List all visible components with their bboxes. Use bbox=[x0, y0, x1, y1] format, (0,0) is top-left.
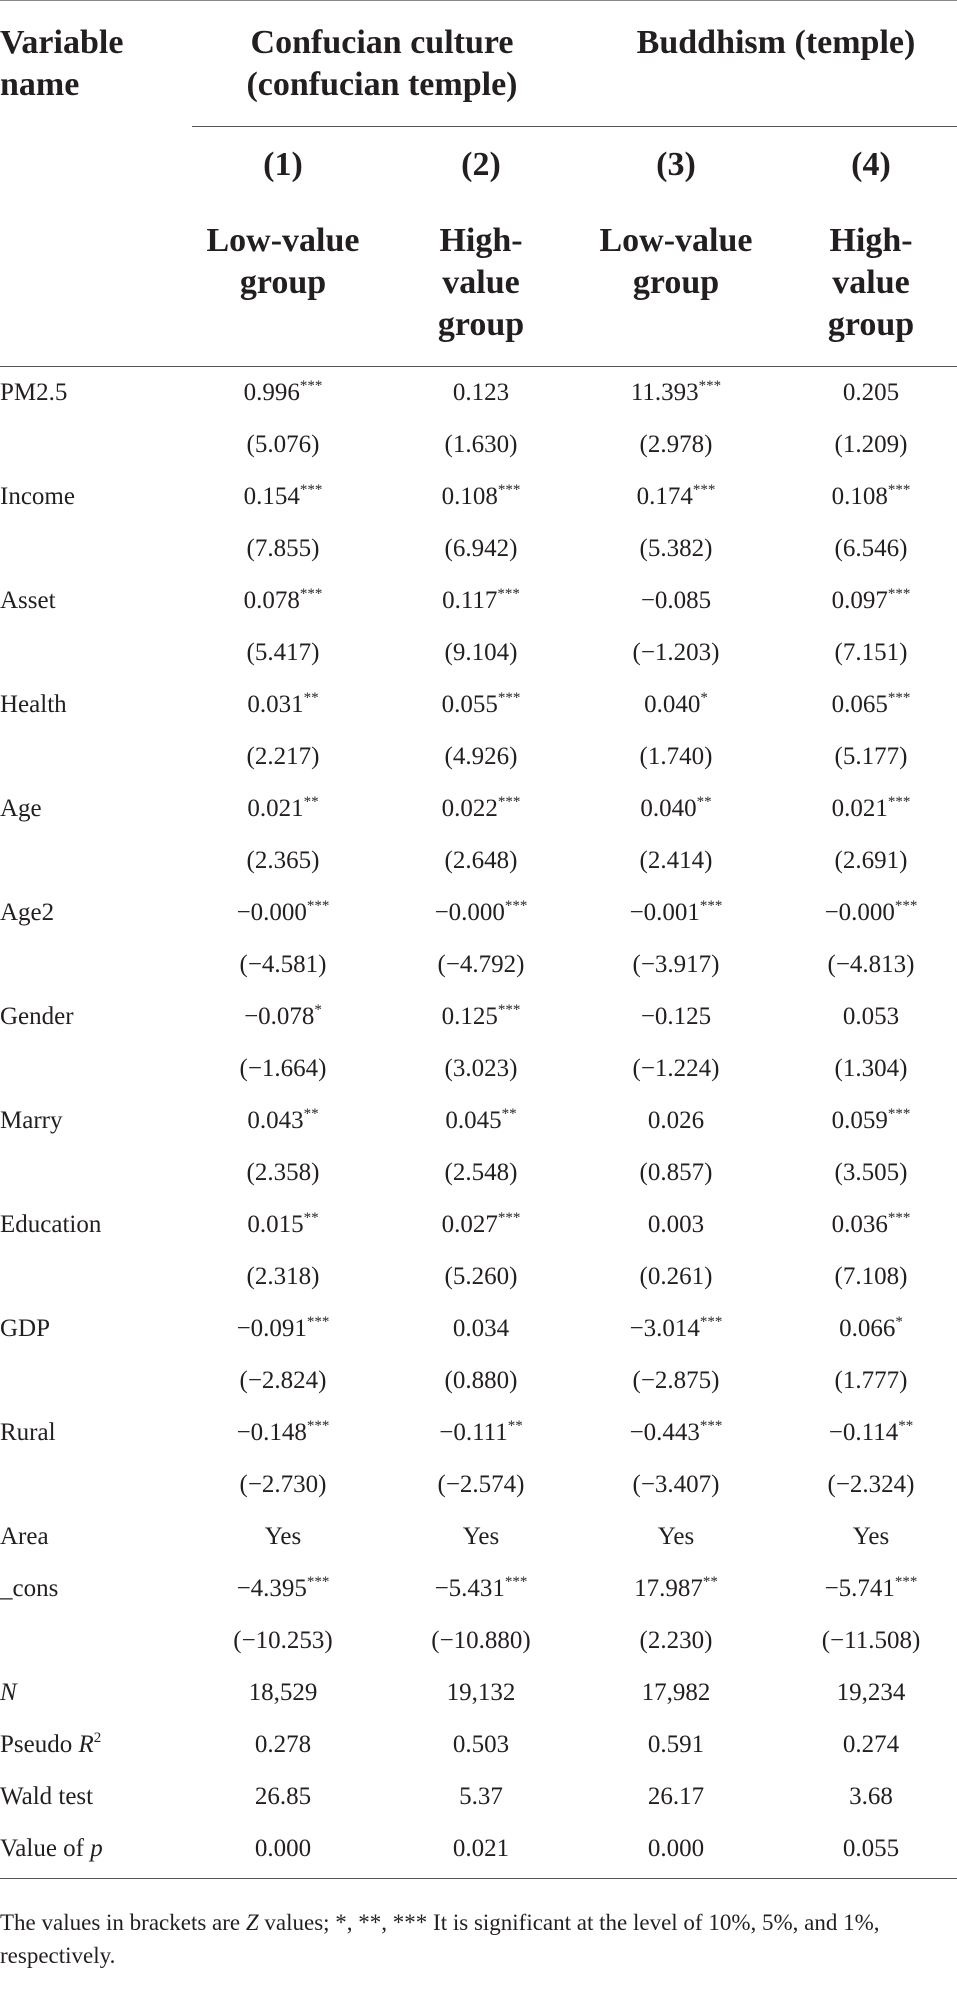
table-row bbox=[0, 1095, 957, 1147]
row-label: Area bbox=[0, 1523, 49, 1550]
table-row bbox=[0, 887, 957, 939]
table-cell: (−2.324) bbox=[827, 1471, 915, 1498]
table-cell: (7.108) bbox=[834, 1263, 908, 1290]
table-cell: −5.741*** bbox=[824, 1574, 918, 1602]
table-row bbox=[0, 1667, 957, 1719]
table-cell: (−10.253) bbox=[233, 1627, 333, 1654]
table-cell: (1.304) bbox=[834, 1055, 908, 1082]
table-row bbox=[0, 783, 957, 835]
table-cell: 0.055*** bbox=[441, 690, 521, 718]
table-cell: (5.417) bbox=[246, 639, 320, 666]
table-cell: 0.591 bbox=[647, 1731, 705, 1758]
col-label-2 bbox=[381, 220, 581, 346]
table-cell: 0.278 bbox=[254, 1731, 312, 1758]
table-cell: 17.987** bbox=[634, 1574, 718, 1602]
table-cell: 11.393*** bbox=[630, 378, 722, 406]
table-cell: −0.114** bbox=[828, 1418, 914, 1446]
table-cell: 0.036*** bbox=[831, 1210, 911, 1238]
table-row bbox=[0, 523, 957, 575]
table-cell: 19,234 bbox=[836, 1679, 906, 1706]
table-cell: (6.942) bbox=[444, 535, 518, 562]
table-cell: −0.111** bbox=[439, 1418, 523, 1446]
table-cell: (2.217) bbox=[246, 743, 320, 770]
table-cell: Yes bbox=[264, 1523, 302, 1550]
table-cell: (1.209) bbox=[834, 431, 908, 458]
col-label-2-line-3: group bbox=[437, 306, 525, 343]
table-cell: (−1.203) bbox=[632, 639, 720, 666]
table-cell: 0.078*** bbox=[243, 586, 323, 614]
table-cell: 26.17 bbox=[647, 1783, 705, 1810]
table-cell: 0.043** bbox=[247, 1106, 319, 1134]
col-label-4-line-2: value bbox=[832, 264, 910, 301]
table-row bbox=[0, 939, 957, 991]
table-cell: (0.880) bbox=[444, 1367, 518, 1394]
col-label-1 bbox=[183, 220, 383, 304]
header-variable-line-1: Variable bbox=[0, 24, 124, 61]
table-cell: 0.022*** bbox=[441, 794, 521, 822]
row-label: N bbox=[0, 1679, 17, 1706]
table-cell: −0.148*** bbox=[236, 1418, 330, 1446]
table-cell: 0.040** bbox=[640, 794, 712, 822]
table-row bbox=[0, 1251, 957, 1303]
table-cell: (−2.574) bbox=[437, 1471, 525, 1498]
table-cell: (2.691) bbox=[834, 847, 908, 874]
table-cell: 0.205 bbox=[842, 379, 900, 406]
row-label: Pseudo $R^2$ bbox=[0, 1730, 102, 1758]
table-body bbox=[0, 367, 957, 1875]
table-cell: Yes bbox=[852, 1523, 890, 1550]
table-cell: 0.021*** bbox=[831, 794, 911, 822]
table-cell: (−4.581) bbox=[239, 951, 327, 978]
table-cell: 0.031** bbox=[247, 690, 319, 718]
table-cell: (−3.917) bbox=[632, 951, 720, 978]
col-label-4 bbox=[771, 220, 957, 346]
table-cell: (−4.813) bbox=[827, 951, 915, 978]
header-variable-line-2: name bbox=[0, 66, 80, 103]
table-row bbox=[0, 1719, 957, 1771]
row-label: GDP bbox=[0, 1315, 51, 1342]
table-cell: (−1.224) bbox=[632, 1055, 720, 1082]
col-label-2-line-2: value bbox=[442, 264, 520, 301]
row-label: Age bbox=[0, 795, 42, 822]
table-cell: 0.125*** bbox=[441, 1002, 521, 1030]
table-cell: (3.023) bbox=[444, 1055, 518, 1082]
table-cell: 0.274 bbox=[842, 1731, 900, 1758]
row-label: Value of p bbox=[0, 1835, 103, 1862]
table-row bbox=[0, 1407, 957, 1459]
table-cell: (4.926) bbox=[444, 743, 518, 770]
table-cell: (2.365) bbox=[246, 847, 320, 874]
table-cell: (2.318) bbox=[246, 1263, 320, 1290]
row-label: Rural bbox=[0, 1419, 56, 1446]
table-cell: (2.414) bbox=[639, 847, 713, 874]
table-cell: 0.026 bbox=[647, 1107, 705, 1134]
table-cell: 3.68 bbox=[849, 1783, 893, 1810]
header-group-confucian bbox=[192, 22, 572, 106]
table-cell: −3.014*** bbox=[629, 1314, 723, 1342]
table-row bbox=[0, 1823, 957, 1875]
table-cell: 0.040* bbox=[644, 690, 708, 718]
table-cell: 0.045** bbox=[445, 1106, 517, 1134]
table-row bbox=[0, 471, 957, 523]
table-cell: 0.174*** bbox=[636, 482, 716, 510]
table-cell: 0.000 bbox=[254, 1835, 312, 1862]
table-cell: 26.85 bbox=[254, 1783, 312, 1810]
table-cell: −0.443*** bbox=[629, 1418, 723, 1446]
table-cell: (5.076) bbox=[246, 431, 320, 458]
table-cell: 0.053 bbox=[842, 1003, 900, 1030]
table-row bbox=[0, 1199, 957, 1251]
table-cell: 5.37 bbox=[459, 1783, 503, 1810]
table-cell: (1.740) bbox=[639, 743, 713, 770]
table-cell: (1.630) bbox=[444, 431, 518, 458]
table-row bbox=[0, 1147, 957, 1199]
table-cell: −0.000*** bbox=[824, 898, 918, 926]
table-cell: (−11.508) bbox=[821, 1627, 921, 1654]
table-cell: (7.855) bbox=[246, 535, 320, 562]
col-number-3: (3) bbox=[656, 146, 696, 183]
table-cell: −0.000*** bbox=[434, 898, 528, 926]
bottom-rule bbox=[0, 1878, 957, 1879]
table-row bbox=[0, 419, 957, 471]
top-rule bbox=[0, 0, 957, 1]
table-cell: (2.978) bbox=[639, 431, 713, 458]
table-cell: (−2.730) bbox=[239, 1471, 327, 1498]
table-cell: Yes bbox=[657, 1523, 695, 1550]
table-cell: (−4.792) bbox=[437, 951, 525, 978]
table-cell: −0.085 bbox=[640, 587, 712, 614]
table-row bbox=[0, 1355, 957, 1407]
row-label: Health bbox=[0, 691, 67, 718]
table-cell: 0.003 bbox=[647, 1211, 705, 1238]
table-row bbox=[0, 1563, 957, 1615]
table-cell: (5.382) bbox=[639, 535, 713, 562]
table-row bbox=[0, 1771, 957, 1823]
table-cell: 0.154*** bbox=[243, 482, 323, 510]
table-cell: 19,132 bbox=[446, 1679, 516, 1706]
table-cell: −0.091*** bbox=[236, 1314, 330, 1342]
table-cell: 0.503 bbox=[452, 1731, 510, 1758]
table-cell: 0.065*** bbox=[831, 690, 911, 718]
table-cell: (−3.407) bbox=[632, 1471, 720, 1498]
row-label: Age2 bbox=[0, 899, 55, 926]
col-label-4-line-1: High- bbox=[829, 222, 913, 259]
table-cell: 0.996*** bbox=[243, 378, 323, 406]
group-rule bbox=[192, 126, 957, 127]
table-cell: 0.059*** bbox=[831, 1106, 911, 1134]
header-group-confucian-line-1: Confucian culture bbox=[250, 24, 514, 61]
table-cell: (0.261) bbox=[639, 1263, 713, 1290]
col-label-3-line-1: Low-value bbox=[599, 222, 753, 259]
header-variable-name bbox=[0, 22, 123, 106]
table-cell: Yes bbox=[462, 1523, 500, 1550]
table-cell: 17,982 bbox=[641, 1679, 711, 1706]
table-cell: (2.230) bbox=[639, 1627, 713, 1654]
header-group-buddhism: Buddhism (temple) bbox=[636, 24, 916, 61]
table-cell: 0.097*** bbox=[831, 586, 911, 614]
table-cell: (−10.880) bbox=[431, 1627, 531, 1654]
table-row bbox=[0, 991, 957, 1043]
table-cell: (6.546) bbox=[834, 535, 908, 562]
table-cell: (−2.824) bbox=[239, 1367, 327, 1394]
table-cell: 0.055 bbox=[842, 1835, 900, 1862]
table-row bbox=[0, 731, 957, 783]
row-label: _cons bbox=[0, 1575, 59, 1602]
table-cell: 0.117*** bbox=[442, 586, 520, 614]
row-label: Gender bbox=[0, 1003, 74, 1030]
table-row bbox=[0, 367, 957, 419]
table-cell: −0.078* bbox=[244, 1002, 322, 1030]
table-cell: (2.358) bbox=[246, 1159, 320, 1186]
table-row bbox=[0, 1511, 957, 1563]
table-row bbox=[0, 575, 957, 627]
table-cell: (3.505) bbox=[834, 1159, 908, 1186]
row-label: Marry bbox=[0, 1107, 63, 1134]
table-row bbox=[0, 1303, 957, 1355]
row-label: Wald test bbox=[0, 1783, 94, 1810]
row-label: Education bbox=[0, 1211, 102, 1238]
table-cell: (7.151) bbox=[834, 639, 908, 666]
table-cell: 0.027*** bbox=[441, 1210, 521, 1238]
table-cell: (5.177) bbox=[834, 743, 908, 770]
table-cell: −4.395*** bbox=[236, 1574, 330, 1602]
table-cell: 0.108*** bbox=[831, 482, 911, 510]
table-cell: 0.034 bbox=[452, 1315, 510, 1342]
col-number-1: (1) bbox=[263, 146, 303, 183]
row-label: Asset bbox=[0, 587, 56, 614]
table-cell: 0.066* bbox=[839, 1314, 903, 1342]
col-number-4: (4) bbox=[851, 146, 891, 183]
col-number-2: (2) bbox=[461, 146, 501, 183]
col-label-1-line-2: group bbox=[239, 264, 327, 301]
table-cell: (−2.875) bbox=[632, 1367, 720, 1394]
col-label-3-line-2: group bbox=[632, 264, 720, 301]
table-cell: 18,529 bbox=[248, 1679, 318, 1706]
table-cell: 0.000 bbox=[647, 1835, 705, 1862]
table-row bbox=[0, 1043, 957, 1095]
col-label-1-line-1: Low-value bbox=[206, 222, 360, 259]
table-cell: 0.108*** bbox=[441, 482, 521, 510]
table-row bbox=[0, 1615, 957, 1667]
table-cell: 0.123 bbox=[452, 379, 510, 406]
table-cell: 0.021** bbox=[247, 794, 319, 822]
row-label: Income bbox=[0, 483, 75, 510]
table-cell: (9.104) bbox=[444, 639, 518, 666]
table-cell: 0.021 bbox=[452, 1835, 510, 1862]
col-label-2-line-1: High- bbox=[439, 222, 523, 259]
table-cell: 0.015** bbox=[247, 1210, 319, 1238]
col-label-3 bbox=[576, 220, 776, 304]
table-cell: −0.001*** bbox=[629, 898, 723, 926]
table-cell: (2.648) bbox=[444, 847, 518, 874]
table-cell: (1.777) bbox=[834, 1367, 908, 1394]
col-label-4-line-3: group bbox=[827, 306, 915, 343]
table-cell: −0.000*** bbox=[236, 898, 330, 926]
row-label: PM2.5 bbox=[0, 379, 68, 406]
header-group-confucian-line-2: (confucian temple) bbox=[246, 66, 518, 103]
table-row bbox=[0, 627, 957, 679]
table-cell: (5.260) bbox=[444, 1263, 518, 1290]
table-row bbox=[0, 679, 957, 731]
table-row bbox=[0, 835, 957, 887]
table-cell: (−1.664) bbox=[239, 1055, 327, 1082]
table-cell: (2.548) bbox=[444, 1159, 518, 1186]
table-cell: −0.125 bbox=[640, 1003, 712, 1030]
table-cell: (0.857) bbox=[639, 1159, 713, 1186]
table-row bbox=[0, 1459, 957, 1511]
table-cell: −5.431*** bbox=[434, 1574, 528, 1602]
table-footnote: The values in brackets are Z values; *, **, *** It is significant at the level of 10%, 5%, and 1%, respectively. bbox=[0, 1910, 880, 1968]
